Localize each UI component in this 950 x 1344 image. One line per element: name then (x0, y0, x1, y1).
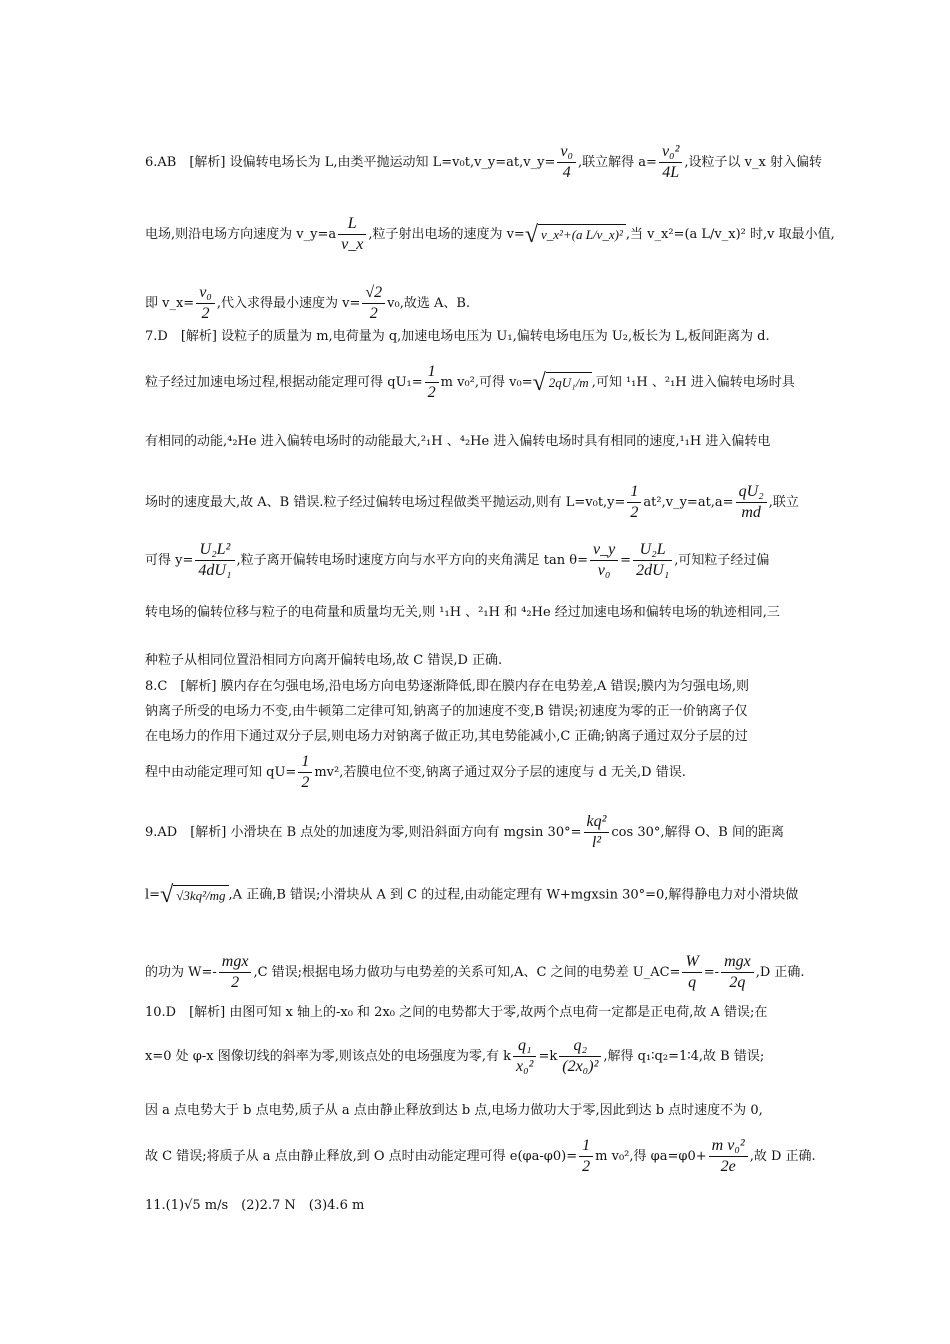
fraction (590, 540, 618, 581)
text: ,粒子离开偏转电场时速度方向与水平方向的夹角满足 tan θ= (236, 553, 588, 568)
q7-line-4 (145, 482, 810, 523)
fraction (338, 214, 366, 255)
text: at²,v_y=at,a= (643, 495, 734, 510)
text: 因 a 点电势大于 b 点电势,质子从 a 点由静止释放到达 b 点,电场力做功大于零,因此到达 b 点时速度不为 0, (145, 1103, 763, 1118)
denominator: q (688, 974, 697, 991)
numerator: mgx (219, 952, 252, 973)
denominator: 2q (729, 974, 746, 991)
text: m v₀²,得 φa=φ0+ (595, 1149, 707, 1164)
fraction (425, 362, 439, 403)
text: 有相同的动能,⁴₂He 进入偏转电场时的动能最大,²₁H 、⁴₂He 进入偏转电场时具有相同的速度,¹₁H 进入偏转电 (145, 434, 771, 449)
denominator: v_x (341, 236, 364, 253)
text: ,解得 q₁∶q₂=1∶4,故 B 错误; (603, 1049, 765, 1064)
fraction (627, 482, 641, 523)
numerator: √2 (362, 283, 385, 304)
numerator: kq² (584, 812, 610, 833)
fraction (659, 142, 682, 183)
text: 8.C [解析] 膜内存在匀强电场,沿电场方向电势逐渐降低,即在膜内存在电势差,A 错误;膜内为匀强电场,则 (145, 679, 750, 694)
numerator: W (682, 952, 701, 973)
q10-line-1 (145, 1003, 810, 1023)
denominator: 2 (630, 504, 639, 521)
fraction (513, 1036, 536, 1077)
text: 即 v_x= (145, 296, 195, 311)
numerator: m v₀² (709, 1136, 748, 1157)
text: 故 C 错误;将质子从 a 点由静止释放,到 O 点时由动能定理可得 e(φa-φ0)= (145, 1149, 578, 1164)
radical-sign: √ (160, 882, 174, 909)
q7-line-5 (145, 540, 810, 581)
radicand: 2qU₁/m (546, 372, 592, 393)
text: 场时的速度最大,故 A、B 错误.粒子经过偏转电场过程做类平抛运动,则有 L=v₀t,y= (145, 495, 626, 510)
numerator: mgx (721, 952, 754, 973)
numerator: qU₂ (736, 482, 767, 503)
denominator: v₀ (597, 562, 611, 579)
q11-line-1 (145, 1196, 810, 1216)
denominator: x₀² (516, 1058, 534, 1075)
text: =k (538, 1049, 558, 1064)
text: 在电场力的作用下通过双分子层,则电场力对钠离子做正功,其电势能减小,C 正确;钠离子通过双分子层的过 (145, 729, 748, 744)
q10-line-3 (145, 1101, 810, 1121)
numerator: v_y (590, 540, 618, 561)
denominator: 4 (562, 164, 571, 181)
fraction (721, 952, 754, 993)
fraction (557, 142, 576, 183)
denominator: 2e (720, 1158, 736, 1175)
text: m v₀²,可得 v₀= (440, 375, 533, 390)
denominator: 2dU₁ (636, 562, 670, 579)
numerator: 1 (425, 362, 439, 383)
text: 11.(1)√5 m/s (2)2.7 N (3)4.6 m (145, 1198, 365, 1213)
text: 种粒子从相同位置沿相同方向离开偏转电场,故 C 错误,D 正确. (145, 653, 503, 668)
text: ,D 正确. (755, 965, 805, 980)
text: x=0 处 φ-x 图像切线的斜率为零,则该点处的电场强度为零,有 k (145, 1049, 511, 1064)
denominator: 2 (582, 1158, 591, 1175)
q7-line-2 (145, 362, 810, 403)
text: ,粒子射出电场的速度为 v= (368, 227, 525, 242)
denominator: 2 (201, 305, 210, 322)
fraction (633, 540, 672, 581)
radical-sign: √ (532, 369, 546, 396)
q7-line-7 (145, 651, 810, 671)
radical-sign: √ (524, 221, 538, 248)
fraction (579, 1136, 593, 1177)
fraction (219, 952, 252, 993)
numerator: v₀² (659, 142, 682, 163)
q8-line-3 (145, 727, 810, 747)
q7-line-6 (145, 603, 810, 623)
q8-line-1 (145, 677, 810, 697)
fraction (736, 482, 767, 523)
text: ,C 错误;根据电场力做功与电势差的关系可知,A、C 之间的电势差 U_AC= (253, 965, 681, 980)
text: 7.D [解析] 设粒子的质量为 m,电荷量为 q,加速电场电压为 U₁,偏转电场电压为 U₂,板长为 L,板间距离为 d. (145, 329, 770, 344)
q9-line-1 (145, 812, 810, 853)
fraction (682, 952, 701, 993)
text: v₀,故选 A、B. (387, 296, 471, 311)
fraction (362, 283, 385, 324)
text: = (620, 553, 632, 568)
text: ,联立 (768, 495, 799, 510)
text: l= (145, 887, 161, 903)
text: 9.AD [解析] 小滑块在 B 点处的加速度为零,则沿斜面方向有 mgsin 30°= (145, 825, 582, 840)
text: 10.D [解析] 由图可知 x 轴上的-x₀ 和 2x₀ 之间的电势都大于零,故两个点电荷一定都是正电荷,故 A 错误;在 (145, 1005, 768, 1020)
denominator: 4L (662, 164, 680, 181)
text: 可得 y= (145, 553, 194, 568)
text: =- (703, 965, 720, 980)
sqrt-expression (532, 369, 592, 396)
numerator: 1 (298, 752, 312, 773)
numerator: U₂L (633, 540, 672, 561)
numerator: 1 (627, 482, 641, 503)
text: cos 30°,解得 O、B 间的距离 (611, 825, 784, 840)
text: 钠离子所受的电场力不变,由牛顿第二定律可知,钠离子的加速度不变,B 错误;初速度为零的正一价钠离子仅 (145, 704, 748, 719)
numerator: q₂ (559, 1036, 601, 1057)
denominator: 2 (369, 305, 378, 322)
text: ,可知粒子经过偏 (674, 553, 770, 568)
denominator: 4dU₁ (198, 562, 232, 579)
text: ,联立解得 a= (578, 155, 657, 170)
denominator: l² (591, 834, 602, 851)
fraction (584, 812, 610, 853)
denominator: (2x₀)² (562, 1058, 599, 1075)
q8-line-2 (145, 702, 810, 722)
radicand: v_x²+(a L/v_x)² (538, 224, 626, 245)
denominator: 2 (301, 774, 310, 791)
numerator: 1 (579, 1136, 593, 1157)
text: ,当 v_x²=(a L/v_x)² 时,v 取最小值, (625, 227, 835, 242)
q7-line-3 (145, 432, 810, 452)
fraction (196, 283, 215, 324)
text: ,可知 ¹₁H 、²₁H 进入偏转电场时具 (591, 375, 795, 390)
text: ,故 D 正确. (749, 1149, 816, 1164)
numerator: v₀ (196, 283, 215, 304)
text: 程中由动能定理可知 qU= (145, 765, 297, 780)
q6-line-1 (145, 142, 822, 183)
q10-line-4 (145, 1136, 816, 1177)
text: 电场,则沿电场方向速度为 v_y=a (145, 227, 337, 242)
fraction (709, 1136, 748, 1177)
text: 转电场的偏转位移与粒子的电荷量和质量均无关,则 ¹₁H 、²₁H 和 ⁴₂He 经过加速电场和偏转电场的轨迹相同,三 (145, 605, 780, 620)
denominator: 2 (427, 384, 436, 401)
q9-line-2 (145, 882, 810, 909)
fraction (195, 540, 234, 581)
fraction (298, 752, 312, 793)
q6-line-3 (145, 283, 810, 324)
text: 6.AB [解析] 设偏转电场长为 L,由类平抛运动知 L=v₀t,v_y=at,v_y= (145, 155, 556, 170)
q8-line-4 (145, 752, 810, 793)
text: mv²,若膜电位不变,钠离子通过双分子层的速度与 d 无关,D 错误. (314, 765, 686, 780)
numerator: q₁ (513, 1036, 536, 1057)
numerator: L (338, 214, 366, 235)
denominator: md (741, 504, 761, 521)
text: ,设粒子以 v_x 射入偏转 (684, 155, 822, 170)
numerator: U₂L² (195, 540, 234, 561)
sqrt-expression (160, 882, 228, 909)
text: ,A 正确,B 错误;小滑块从 A 到 C 的过程,由动能定理有 W+mgxsin 30°=0,解得静电力对小滑块做 (228, 887, 799, 903)
q10-line-2 (145, 1036, 810, 1077)
q6-line-2 (145, 214, 835, 255)
radicand: √3kq²/mg (173, 885, 228, 906)
q7-line-1 (145, 327, 810, 347)
denominator: 2 (231, 974, 240, 991)
numerator: v₀ (557, 142, 576, 163)
sqrt-expression (524, 221, 626, 248)
text: 的功为 W=- (145, 965, 217, 980)
q9-line-3 (145, 952, 810, 993)
text: ,代入求得最小速度为 v= (216, 296, 361, 311)
fraction (559, 1036, 601, 1077)
text: 粒子经过加速电场过程,根据动能定理可得 qU₁= (145, 375, 423, 390)
